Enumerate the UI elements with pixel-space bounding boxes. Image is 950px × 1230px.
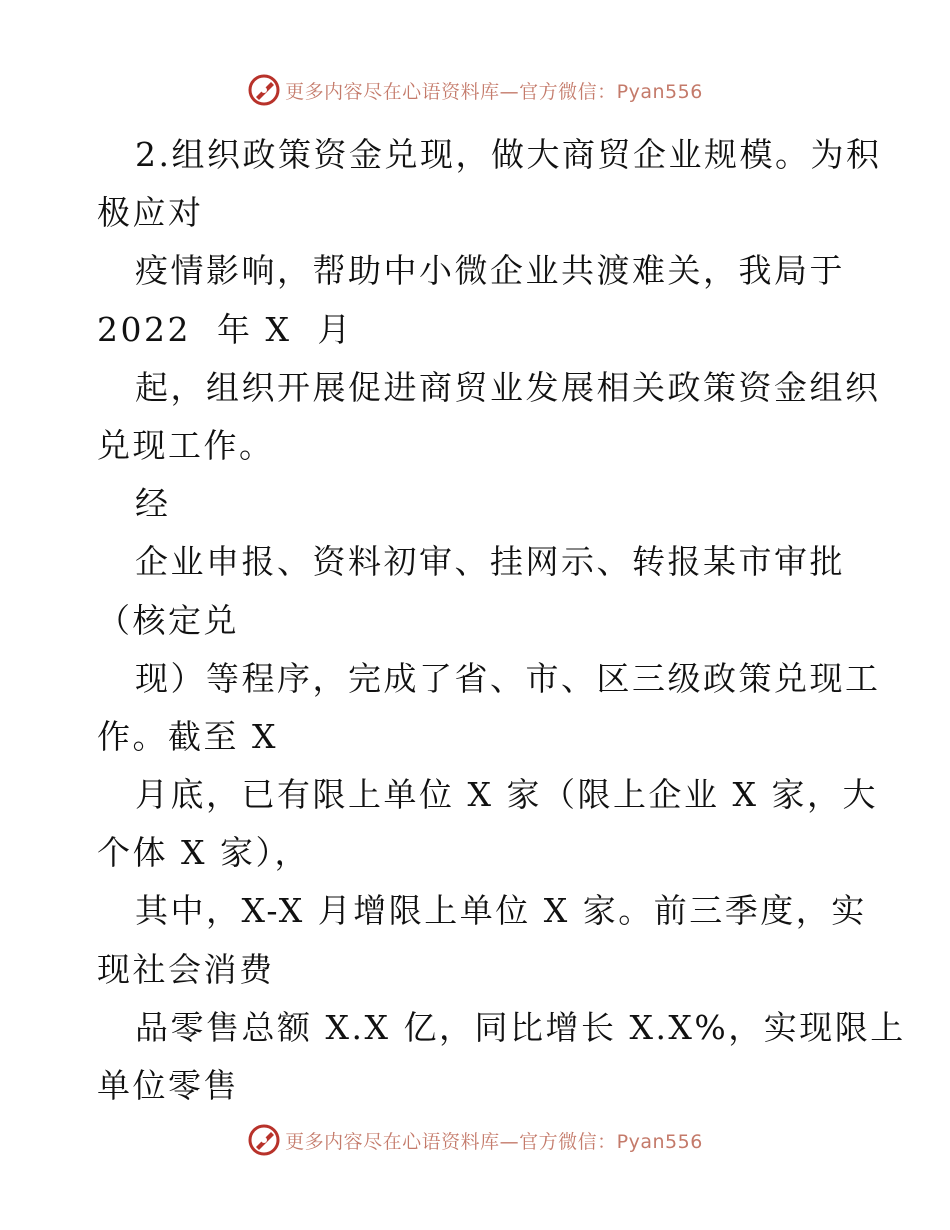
text-line: 企业申报、资料初审、挂网示、转报某市审批: [135, 542, 845, 582]
text-line: 个体 X 家），: [97, 833, 310, 873]
text-line: 现社会消费: [97, 949, 275, 989]
document-body: [97, 126, 906, 1115]
text-line: 经: [135, 484, 171, 524]
text-line: 其中，X-X 月增限上单位 X 家。前三季度，实: [135, 891, 867, 931]
brand-logo-icon: [247, 73, 281, 107]
text-line: 2.组织政策资金兑现，做大商贸企业规模。为积: [135, 135, 882, 174]
text-line: 极应对: [97, 193, 204, 233]
text-line: 起，组织开展促进商贸业发展相关政策资金组织: [135, 367, 881, 407]
text-line: 品零售总额 X.X 亿，同比增长 X.X%，实现限上: [135, 1007, 906, 1047]
text-line: 2022 年 X 月: [97, 309, 353, 349]
text-line: 单位零售: [97, 1066, 239, 1105]
brand-logo-icon: [247, 1123, 281, 1157]
text-line: 兑现工作。: [97, 425, 275, 465]
watermark-text: 更多内容尽在心语资料库—官方微信：Pyan556: [285, 80, 703, 103]
text-line: 疫情影响，帮助中小微企业共渡难关，我局于: [135, 251, 845, 291]
header-watermark: [0, 70, 950, 110]
text-line: 作。截至 X: [97, 716, 278, 756]
footer-watermark: [0, 1120, 950, 1160]
text-line: （核定兑: [97, 600, 239, 640]
text-line: 现）等程序，完成了省、市、区三级政策兑现工: [135, 658, 881, 698]
watermark-text: 更多内容尽在心语资料库—官方微信：Pyan556: [285, 1130, 703, 1153]
text-line: 月底，已有限上单位 X 家（限上企业 X 家，大: [135, 775, 878, 815]
